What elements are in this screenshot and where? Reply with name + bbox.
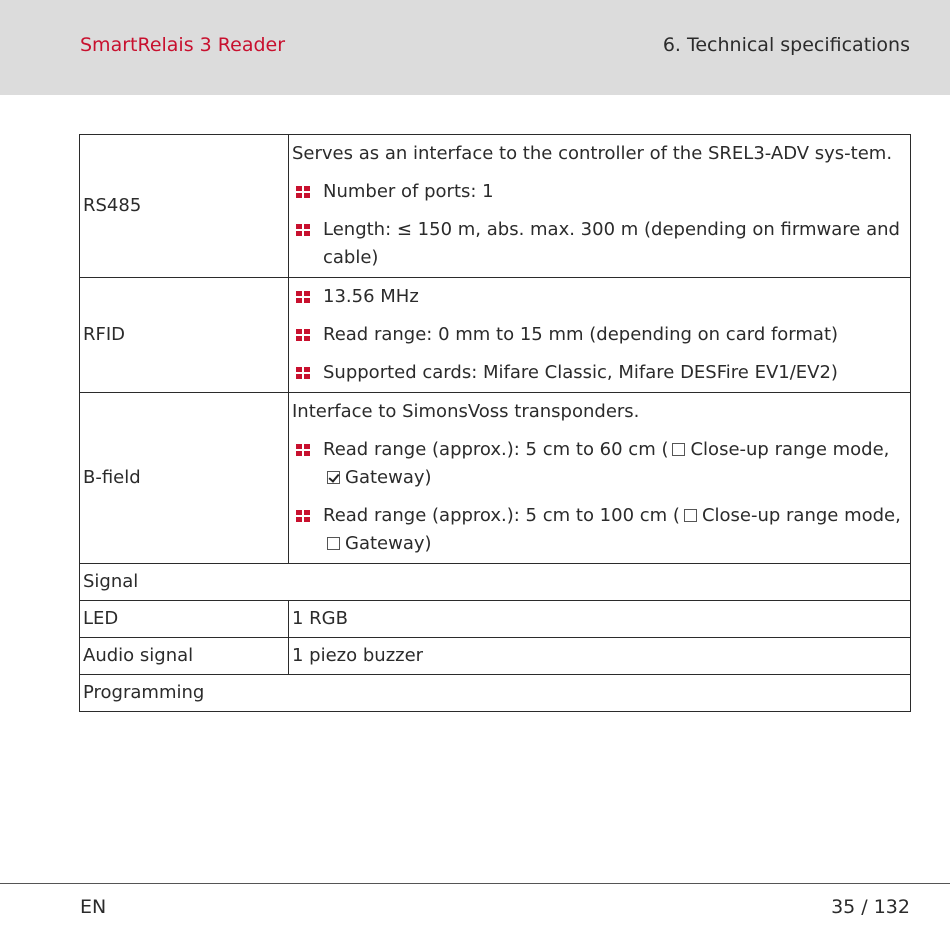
checkbox-empty-icon xyxy=(672,443,685,456)
table-row-led xyxy=(80,601,911,638)
gateway-label: Gateway) xyxy=(345,467,432,488)
table-row-programming-heading xyxy=(80,675,911,712)
row-value-rs485 xyxy=(289,135,911,278)
bullet-text: Length: ≤ 150 m, abs. max. 300 m (depending on firmware and cable) xyxy=(323,219,900,268)
rfid-bullet-list xyxy=(292,283,907,387)
footer-divider xyxy=(0,883,950,884)
row-label-rs485: RS485 xyxy=(80,135,289,278)
section-heading-signal: Signal xyxy=(80,564,911,601)
row-value-audio: 1 piezo buzzer xyxy=(289,638,911,675)
bullet-icon xyxy=(296,186,310,198)
rs485-description: Serves as an interface to the controller of the SREL3-ADV sys-tem. xyxy=(292,143,893,164)
bfield-bullet-list xyxy=(292,436,907,558)
spec-table xyxy=(79,134,911,712)
bullet-text: Read range: 0 mm to 15 mm (depending on card format) xyxy=(323,324,839,345)
bullet-icon xyxy=(296,329,310,341)
section-heading-programming: Programming xyxy=(80,675,911,712)
list-item xyxy=(292,216,907,272)
row-label-led: LED xyxy=(80,601,289,638)
gateway-label: Gateway) xyxy=(345,533,432,554)
list-item xyxy=(292,321,907,349)
bullet-text: 13.56 MHz xyxy=(323,286,419,307)
row-value-bfield xyxy=(289,393,911,564)
rs485-bullet-list xyxy=(292,178,907,272)
page-number: 35 / 132 xyxy=(831,896,910,918)
language-code: EN xyxy=(80,896,107,918)
bullet-text: Supported cards: Mifare Classic, Mifare DESFire EV1/EV2) xyxy=(323,362,838,383)
bullet-text-prefix: Read range (approx.): 5 cm to 60 cm ( xyxy=(323,439,669,460)
bullet-icon xyxy=(296,224,310,236)
table-row-rfid xyxy=(80,278,911,393)
closeup-label: Close-up range mode, xyxy=(690,439,890,460)
checkbox-empty-icon xyxy=(684,509,697,522)
list-item xyxy=(292,178,907,206)
product-title: SmartRelais 3 Reader xyxy=(80,34,286,56)
table-row-rs485 xyxy=(80,135,911,278)
list-item xyxy=(292,283,907,311)
table-row-bfield xyxy=(80,393,911,564)
row-label-bfield: B-field xyxy=(80,393,289,564)
table-row-signal-heading xyxy=(80,564,911,601)
list-item xyxy=(292,359,907,387)
bullet-icon xyxy=(296,444,310,456)
row-label-audio: Audio signal xyxy=(80,638,289,675)
row-value-led: 1 RGB xyxy=(289,601,911,638)
page-header xyxy=(0,0,950,95)
bullet-icon xyxy=(296,510,310,522)
row-label-rfid: RFID xyxy=(80,278,289,393)
bullet-text-prefix: Read range (approx.): 5 cm to 100 cm ( xyxy=(323,505,680,526)
bullet-icon xyxy=(296,291,310,303)
section-title: 6. Technical specifications xyxy=(662,34,910,56)
table-row-audio xyxy=(80,638,911,675)
checkbox-empty-icon xyxy=(327,537,340,550)
closeup-label: Close-up range mode, xyxy=(701,505,901,526)
bullet-icon xyxy=(296,367,310,379)
checkbox-checked-icon xyxy=(327,471,340,484)
list-item xyxy=(292,436,907,492)
row-value-rfid xyxy=(289,278,911,393)
bullet-text: Number of ports: 1 xyxy=(323,181,494,202)
list-item xyxy=(292,502,907,558)
bfield-description: Interface to SimonsVoss transponders. xyxy=(292,401,640,422)
